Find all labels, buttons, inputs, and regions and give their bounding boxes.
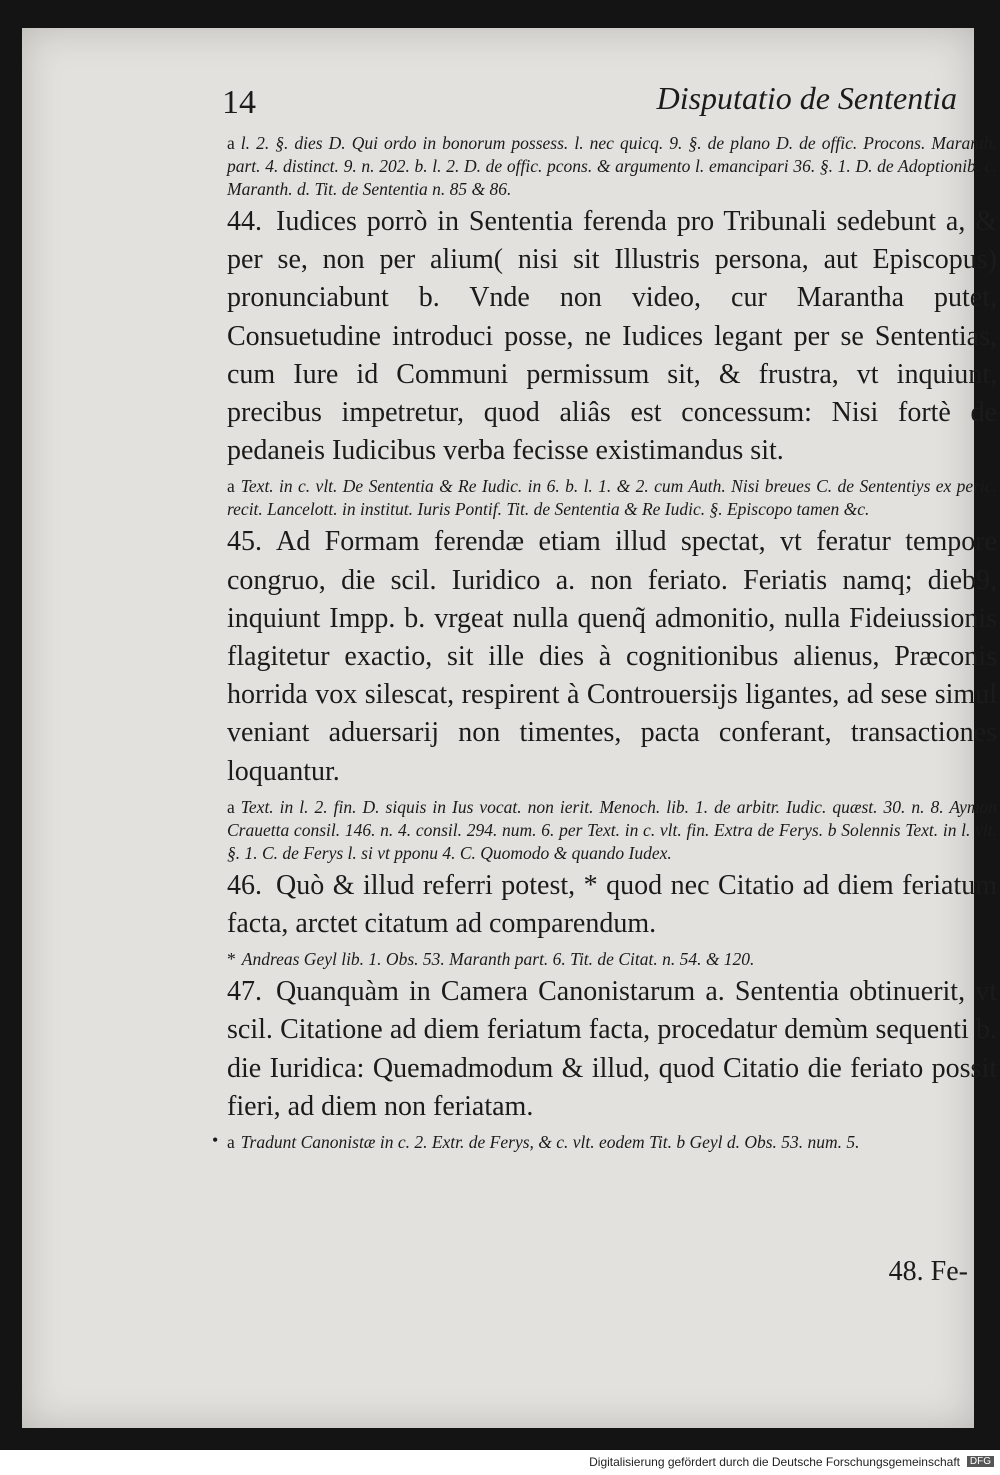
running-title: Disputatio de Sententia [656, 80, 957, 116]
margin-mark: • [212, 1130, 219, 1150]
paragraph-number: 45. [227, 526, 262, 558]
digitization-footer [0, 1450, 1000, 1475]
page-number: 14 [222, 84, 256, 121]
catchword: 48. Fe- [888, 1256, 968, 1287]
footnote-block: a Text. in l. 2. fin. D. siquis in Ius vocat. non ierit. Menoch. lib. 1. de arbitr. Iudic. quæst. 30. n. 8. Aymon Crauetta consil. 146. n. 4. consil. 294. num. 6. per Text. in c. vlt. fin. Extra de Ferys. b Solennis Text. in l. vlt. §. 1. C. de Ferys l. si vt pponu 4. C. Quomodo & quando Iudex. [227, 796, 997, 863]
paragraph-45: 45. Ad Formam ferendæ etiam illud spectat, vt feratur tempore congruo, die scil. Iuridico a. non feriato. Feriatis namq; dieb9, inquiunt Impp. b. vrgeat nulla quenq̃ admonitio, nulla Fideiussionis flagitetur exactio, sit ille dies à cognitionibus alienus, Præconis horrida vox silescat, respirent à Controuersijs ligantes, ad sese simul veniant aduersarij non timentes, pacta conferant, transactiones loquantur. [227, 526, 997, 787]
book-page [22, 28, 997, 1428]
footnote-block: a Tradunt Canonistæ in c. 2. Extr. de Ferys, & c. vlt. eodem Tit. b Geyl d. Obs. 53. num. 5. [227, 1132, 860, 1153]
paragraph-46: 46. Quò & illud referri potest, * quod nec Citatio ad diem feriatum facta, arctet citatum ad comparendum. [227, 869, 997, 940]
footer-credit: Digitalisierung gefördert durch die Deutsche Forschungsgemeinschaft [589, 1455, 960, 1469]
dfg-logo: DFG [967, 1456, 994, 1467]
paragraph-47: 47. Quanquàm in Camera Canonistarum a. Sententia obtinuerit, vt scil. Citatione ad diem feriatum facta, procedatur demùm sequenti b. die Iuridica: Quemadmodum & illud, quod Citatio die feriato possit fieri, ad diem non feriatam. [227, 976, 997, 1122]
page-header [222, 80, 957, 130]
paragraph-44: 44. Iudices porrò in Sententia ferenda pro Tribunali sedebunt a, & per se, non per alium( nisi sit Illustris persona, aut Episcopus) pronunciabunt b. Vnde non video, cur Marantha putet, Consuetudine introduci posse, ne Iudices legant per se Sententias, cum Iure id Communi permissum sit, & frustra, vt inquiunt, precibus impetretur, quod aliâs est concessum: Nisi fortè de pedaneis Iudicibus verba fecisse existimandus sit. [227, 206, 997, 467]
footnote-block: a Text. in c. vlt. De Sententia & Re Iudic. in 6. b. l. 1. & 2. cum Auth. Nisi breues C. de Sententiys ex peric. recit. Lancelott. in institut. Iuris Pontif. Tit. de Sententia & Re Iudic. §. Episcopo tamen &c. [227, 476, 997, 520]
footnote-block: a l. 2. §. dies D. Qui ordo in bonorum possess. l. nec quicq. 9. §. de plano D. de offic. Procons. Maranth. part. 4. distinct. 9. n. 202. b. l. 2. D. de offic. pcons. & argumento l. emancipari 36. §. 1. D. de Adoptionib. c. Maranth. d. Tit. de Sententia n. 85 & 86. [227, 133, 997, 199]
footnote-block: * Andreas Geyl lib. 1. Obs. 53. Maranth part. 6. Tit. de Citat. n. 54. & 120. [227, 949, 755, 970]
paragraph-number: 44. [227, 206, 262, 237]
paragraph-number: 46. [227, 869, 262, 901]
paragraph-number: 47. [227, 976, 262, 1008]
page-body [227, 132, 997, 1154]
